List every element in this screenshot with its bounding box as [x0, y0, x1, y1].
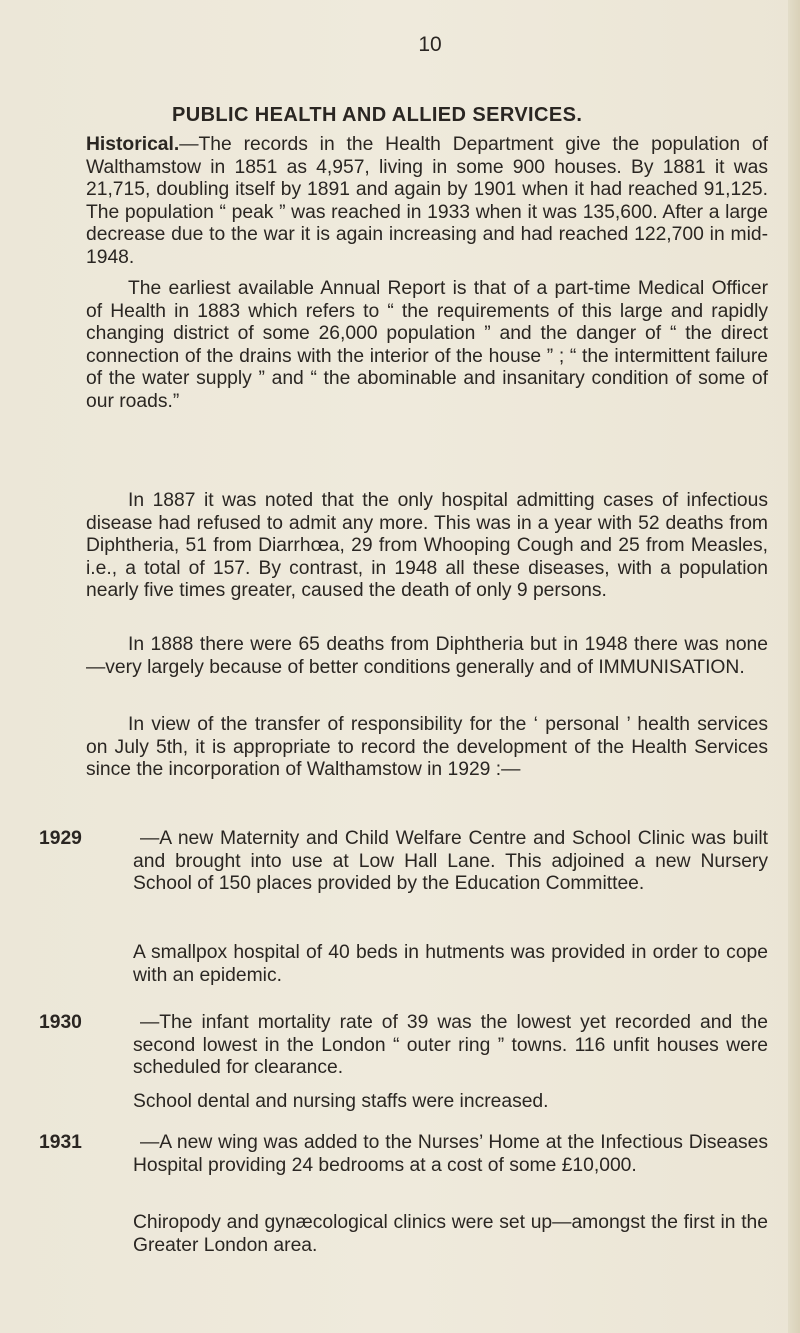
- entry-text: —The infant mortality rate of 39 was the lowest yet recorded and the second lowest in the London “ outer ring ” towns. 116 unfit houses were scheduled for clearance.: [133, 1012, 768, 1078]
- page-title: PUBLIC HEALTH AND ALLIED SERVICES.: [172, 104, 583, 126]
- entry-text: —A new Maternity and Child Welfare Centre and School Clinic was built and brought into use at Low Hall Lane. This adjoined a new Nursery School of 150 places provided by the Education Committee.: [133, 828, 768, 894]
- historical-label: Historical.: [86, 134, 180, 155]
- page-edge: [788, 0, 800, 1333]
- entry-1929-extra: A smallpox hospital of 40 beds in hutments was provided in order to cope with an epidemic.: [133, 942, 768, 986]
- paragraph-transfer: In view of the transfer of responsibility for the ‘ personal ’ health services on July 5th, it is appropriate to record the development of the Health Services since the incorporation of Walthamstow in 1929 :—: [86, 714, 768, 780]
- entry-1931: [39, 1132, 768, 1177]
- historical-text: —The records in the Health Department give the population of Walthamstow in 1851 as 4,957, living in some 900 houses. By 1881 it was 21,715, doubling itself by 1891 and again by 1901 when it had reached 91,125. The population “ peak ” was reached in 1933 when it was 135,600. After a large decrease due to the war it is again increasing and had reached 122,700 in mid-1948.: [86, 134, 768, 268]
- entry-1931-extra: Chiropody and gynæcological clinics were set up—amongst the first in the Greater London area.: [133, 1212, 768, 1256]
- entry-year: 1930: [39, 1012, 82, 1033]
- entry-year: 1929: [39, 828, 82, 849]
- paragraph-1888: In 1888 there were 65 deaths from Diphtheria but in 1948 there was none—very largely because of better conditions generally and of IMMUNISATION.: [86, 634, 768, 678]
- entry-1929: [39, 828, 768, 896]
- paragraph-1887: In 1887 it was noted that the only hospital admitting cases of infectious disease had refused to admit any more. This was in a year with 52 deaths from Diphtheria, 51 from Diarrhœa, 29 from Whooping Cough and 25 from Measles, i.e., a total of 157. By contrast, in 1948 all these diseases, with a population nearly five times greater, caused the death of only 9 persons.: [86, 490, 768, 601]
- page-number: 10: [418, 33, 442, 56]
- entry-1930: [39, 1012, 768, 1080]
- entry-1930-extra: School dental and nursing staffs were increased.: [133, 1091, 549, 1112]
- entry-year: 1931: [39, 1132, 82, 1153]
- paragraph-annual-report: The earliest available Annual Report is that of a part-time Medical Officer of Health in 1883 which refers to “ the requirements of this large and rapidly changing district of some 26,000 population ” and the danger of “ the direct connection of the drains with the interior of the house ” ; “ the intermittent failure of the water supply ” and “ the abominable and insanitary condition of some of our roads.”: [86, 278, 768, 412]
- paragraph-historical: [86, 134, 768, 269]
- entry-text: —A new wing was added to the Nurses’ Home at the Infectious Diseases Hospital providing 24 bedrooms at a cost of some £10,000.: [133, 1132, 768, 1176]
